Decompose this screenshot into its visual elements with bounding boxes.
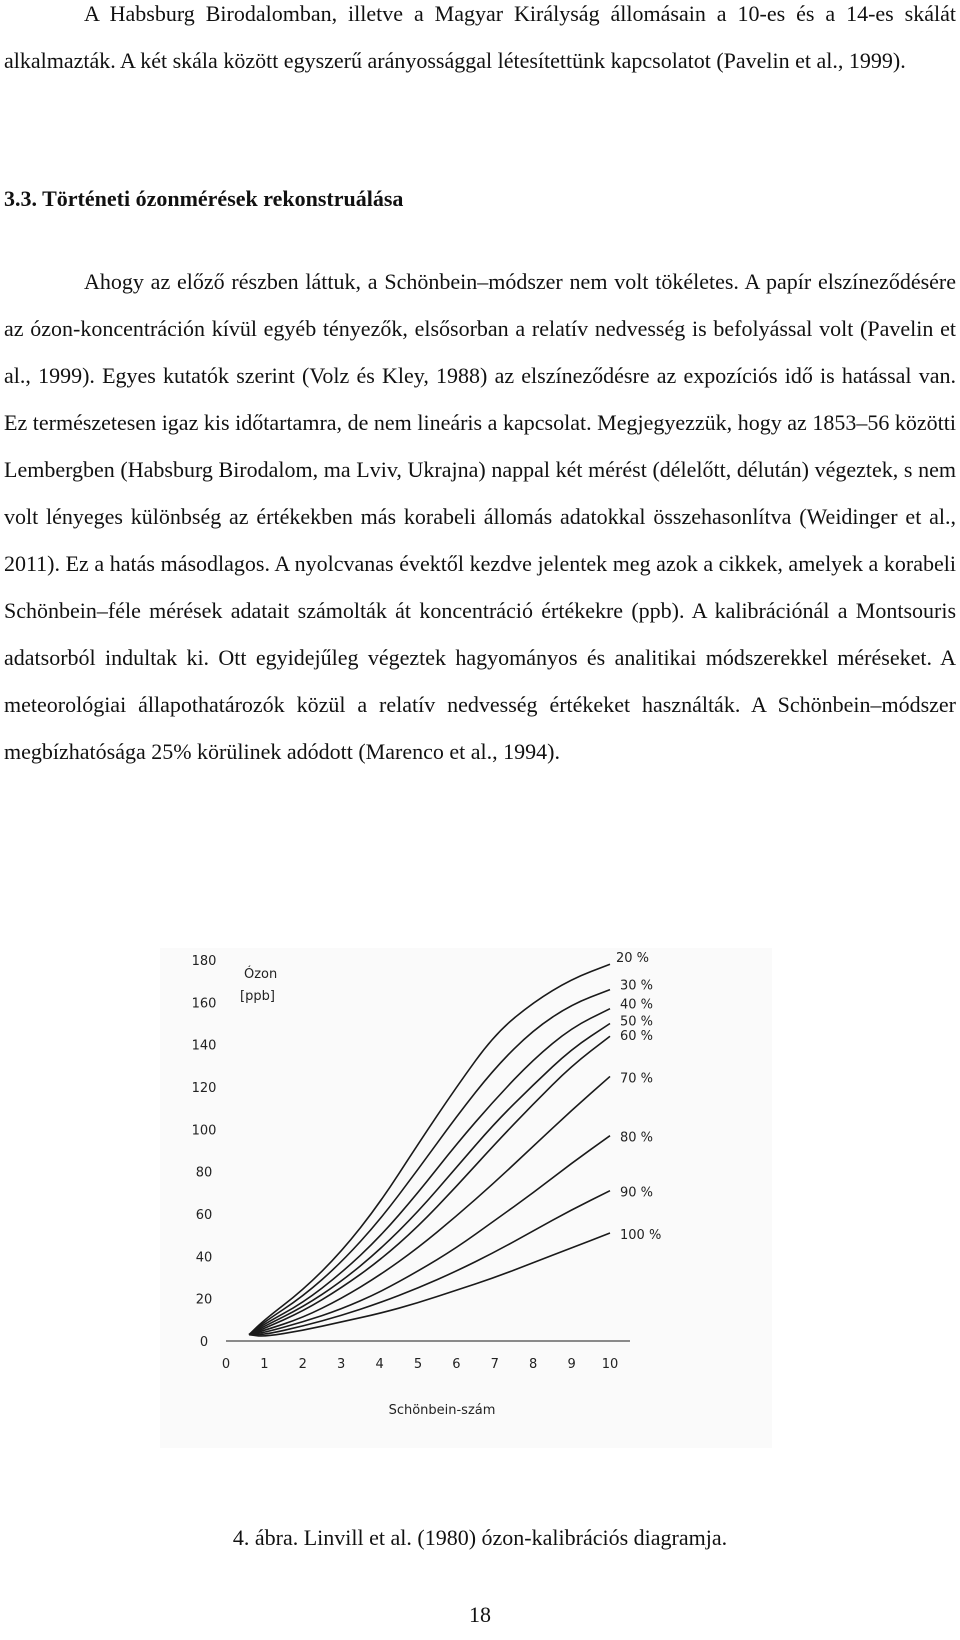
series-label: 70 %: [620, 1071, 654, 1087]
series-line: [249, 1136, 610, 1335]
x-tick-label: 3: [337, 1357, 346, 1372]
x-tick-label: 10: [601, 1357, 619, 1372]
paragraph-intro: [4, 0, 956, 84]
x-axis-label: Schönbein-szám: [388, 1403, 496, 1418]
series-label: 100 %: [620, 1228, 662, 1244]
y-tick-label: 160: [191, 996, 217, 1012]
y-tick-label: 100: [191, 1123, 217, 1139]
x-tick-label: 6: [452, 1357, 461, 1372]
series-label: 20 %: [616, 951, 650, 967]
y-tick-label: 20: [195, 1292, 213, 1308]
y-tick-label: 0: [199, 1335, 209, 1350]
section-heading: [4, 175, 403, 222]
series-label: 90 %: [620, 1185, 654, 1201]
series-label: 50 %: [620, 1014, 654, 1030]
ozone-calibration-chart: [160, 948, 772, 1448]
x-tick-label: 7: [490, 1357, 499, 1372]
ozone-calibration-figure: [160, 948, 772, 1448]
chart-series-labels: [616, 951, 661, 1243]
x-tick-label: 1: [260, 1357, 269, 1372]
x-tick-label: 8: [529, 1357, 538, 1372]
series-line: [249, 1009, 610, 1335]
figure-caption: 4. ábra. Linvill et al. (1980) ózon-kalibrációs diagramja.: [232, 1525, 728, 1550]
x-tick-label: 4: [375, 1357, 384, 1372]
y-tick-label: 120: [191, 1081, 217, 1096]
y-tick-label: 60: [195, 1208, 213, 1223]
series-line: [249, 964, 610, 1334]
series-label: 80 %: [620, 1130, 654, 1146]
x-tick-label: 5: [413, 1357, 423, 1372]
series-label: 60 %: [620, 1029, 654, 1045]
x-tick-label: 2: [298, 1357, 307, 1372]
series-label: 30 %: [620, 978, 654, 994]
y-axis-label-line1: Ózon: [244, 967, 278, 982]
paragraph-2: Ahogy az előző részben láttuk, a Schönbein–módszer nem volt tökéletes. A papír elszíneződésére az ózon-koncentráción kívül egyéb tényezők, elsősorban a relatív nedvesség is befolyással volt (Pavelin et al., 1999). Egyes kutatók szerint (Volz és Kley, 1988) az elszíneződésre az expozíciós idő is hatással van. Ez természetesen igaz kis időtartamra, de nem lineáris a kapcsolat. Megjegyezzük, hogy az 1853–56 közötti Lembergben (Habsburg Birodalom, ma Lviv, Ukrajna) nappal két mérést (délelőtt, délután) végeztek, s nem volt lényeges különbség az értékekben más korabeli állomás adatokkal összehasonlítva (Weidinger et al., 2011). Ez a hatás másodlagos. A nyolcvanas évektől kezdve jelentek meg azok a cikkek, amelyek a korabeli Schönbein–féle mérések adatait számolták át koncentráció értékekre (ppb). A kalibrációnál a Montsouris adatsorból indultak ki. Ott egyidejűleg végeztek hagyományos és analitikai módszerekkel méréseket. A meteorológiai állapothatározók közül a relatív nedvesség értékeket használták. A Schönbein–módszer megbízhatósága 25% körülinek adódott (Marenco et al., 1994).: [4, 269, 956, 764]
series-line: [249, 1191, 610, 1335]
paragraph-1: A Habsburg Birodalomban, illetve a Magyar Királyság állomásain a 10-es és a 14-es skálát alkalmazták. A két skála között egyszerű arányossággal létesítettünk kapcsolatot (Pavelin et al., 1999).: [4, 1, 956, 73]
paragraph-body: [4, 258, 956, 775]
x-tick-label: 0: [221, 1357, 231, 1372]
series-label: 40 %: [620, 997, 654, 1013]
chart-series: [249, 964, 610, 1336]
series-line: [249, 1233, 610, 1336]
y-axis-label-line2: [ppb]: [240, 989, 275, 1004]
series-line: [249, 1036, 610, 1334]
heading-text: 3.3. Történeti ózonmérések rekonstruálása: [4, 186, 404, 211]
y-tick-label: 40: [195, 1250, 213, 1266]
y-tick-label: 140: [191, 1038, 217, 1054]
y-tick-label: 80: [195, 1165, 213, 1181]
page-number: 18: [469, 1602, 491, 1627]
y-tick-label: 180: [191, 954, 217, 969]
x-tick-label: 9: [567, 1357, 576, 1372]
